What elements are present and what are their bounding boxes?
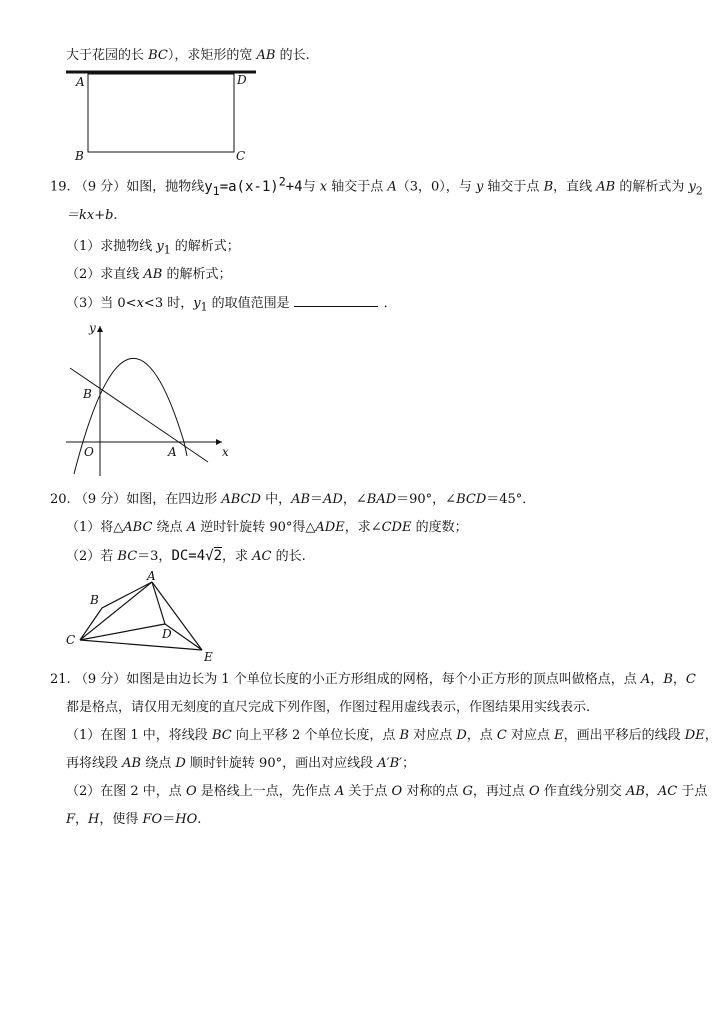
text: 关于点 — [344, 784, 392, 799]
var: BC — [148, 48, 168, 63]
text: （2）求直线 — [66, 267, 144, 282]
text: 顺时针旋转 90°，画出对应线段 — [185, 756, 378, 771]
text: ． — [383, 296, 397, 311]
text: 与 — [302, 179, 320, 195]
var: y — [475, 179, 484, 195]
q20-quadrilateral-figure — [62, 568, 232, 666]
text: ＝kx+b. — [66, 208, 118, 223]
text: 都是格点，请仅用无刻度的直尺完成下列作图，作图过程用虚线表示，作图结果用实线表示. — [66, 700, 591, 715]
var: ABCD — [221, 492, 261, 507]
text: （1）在图 1 中，将线段 — [66, 728, 212, 743]
text: （1）求抛物线 — [66, 239, 157, 254]
var: ABC — [123, 520, 153, 535]
var: AC — [657, 784, 678, 799]
var: H — [88, 812, 100, 827]
var: y — [156, 239, 164, 254]
text: （3，0），与 — [396, 179, 476, 195]
var: A — [387, 179, 397, 195]
text: 的取值范围是 — [207, 296, 290, 311]
q21-line1 — [50, 671, 696, 689]
label-y: y — [89, 321, 96, 335]
var: AB — [291, 492, 311, 507]
label-o: O — [84, 445, 94, 459]
f-y: y — [204, 178, 213, 195]
text: 的度数； — [411, 520, 468, 535]
text: ，求 — [222, 549, 253, 564]
rectangle — [88, 74, 234, 152]
dc-formula — [171, 547, 222, 564]
text: （9 分）如图，在四边形 — [74, 492, 222, 507]
var: A — [640, 672, 651, 687]
var: BAD — [366, 492, 397, 507]
text: ， — [650, 672, 664, 687]
text: 再将线段 — [66, 756, 123, 771]
q19-part2 — [66, 266, 232, 284]
var: F — [66, 812, 76, 827]
var: BCD — [456, 492, 487, 507]
var: D — [456, 728, 467, 743]
var: A′B′ — [377, 756, 403, 771]
text: 轴交于点 — [327, 179, 388, 195]
text: ＝3， — [137, 549, 172, 564]
text: ＝45°． — [486, 492, 536, 507]
text: ， — [672, 672, 686, 687]
text: ， — [75, 812, 89, 827]
label-a: A — [76, 75, 85, 89]
var: O — [529, 784, 540, 799]
var: G — [462, 784, 473, 799]
label-d: D — [162, 627, 172, 641]
radicand: 2 — [213, 548, 223, 564]
var: C — [496, 728, 507, 743]
label-a: A — [147, 569, 156, 583]
q20-stem — [50, 491, 535, 509]
label-b: B — [75, 149, 84, 163]
var: B — [399, 728, 410, 743]
q19-part3 — [66, 294, 397, 317]
text: （2）在图 2 中，点 — [66, 784, 186, 799]
text: ，画出平移后的线段 — [563, 728, 685, 743]
label-d: D — [237, 73, 247, 87]
label-c: C — [236, 149, 246, 163]
text: 对应点 — [506, 728, 555, 743]
var: CDE — [381, 520, 412, 535]
var: AD — [323, 492, 343, 507]
segment-ad — [152, 582, 165, 624]
f-sub: 1 — [212, 183, 220, 198]
q21-line6 — [66, 811, 201, 829]
var: HO — [175, 812, 198, 827]
question-number: 21. — [50, 672, 71, 687]
text: 绕点 — [141, 756, 176, 771]
var: B — [663, 672, 673, 687]
q19-stem-line1 — [50, 172, 703, 200]
text: 逆时针旋转 90°得△ — [196, 520, 316, 535]
var: DE — [684, 728, 705, 743]
text: ＝90°，∠ — [396, 492, 457, 507]
var: O — [391, 784, 403, 799]
var: C — [685, 672, 696, 687]
label-e: E — [204, 650, 213, 664]
text: 绕点 — [152, 520, 187, 535]
var: y — [688, 179, 696, 195]
q21-line4 — [66, 755, 415, 773]
text: 对称的点 — [402, 784, 463, 799]
answer-blank[interactable] — [294, 294, 378, 307]
f-a: =a(x-1) — [219, 178, 279, 195]
var: FO — [142, 812, 163, 827]
text: ， — [644, 784, 658, 799]
label-x: x — [222, 445, 229, 459]
text: 是格线上一点，先作点 — [196, 784, 335, 799]
text: 作直线分别交 — [539, 784, 626, 799]
sub: 1 — [200, 300, 208, 314]
text: ，求∠ — [344, 520, 382, 535]
text: ，∠ — [342, 492, 367, 507]
segment-ce — [80, 640, 202, 650]
var: E — [554, 728, 564, 743]
var: BC — [211, 728, 232, 743]
q21-line3 — [66, 727, 718, 745]
text: ），求矩形的宽 — [167, 48, 257, 63]
label-b: B — [90, 593, 99, 607]
text: ＝ — [162, 812, 176, 827]
var: A — [186, 520, 197, 535]
segment-ca — [80, 582, 152, 640]
text: 于点 — [677, 784, 708, 799]
var: AB — [625, 784, 645, 799]
text: 的长. — [271, 549, 306, 564]
text: 的解析式为 — [615, 179, 689, 195]
var: BC — [117, 549, 138, 564]
q21-line2 — [66, 699, 590, 717]
text: ，点 — [466, 728, 497, 743]
text: （2）若 — [66, 549, 118, 564]
var: AB — [596, 179, 616, 195]
sub: 1 — [163, 243, 171, 257]
var: y — [193, 296, 201, 311]
var: AC — [252, 549, 272, 564]
sqrt-sign: √ — [205, 548, 214, 564]
text: （3）当 0< — [66, 296, 137, 311]
text: （9 分）如图，抛物线 — [74, 179, 205, 195]
label-c: C — [66, 633, 76, 647]
sub: 2 — [695, 184, 703, 198]
q20-part2 — [66, 547, 306, 566]
segment-ae — [152, 582, 202, 650]
q19-parabola-figure — [62, 316, 242, 476]
text: ； — [402, 756, 416, 771]
q21-line5 — [66, 783, 707, 801]
var: AB — [122, 756, 142, 771]
segment-cd — [80, 624, 165, 640]
text: 的长. — [275, 48, 310, 63]
text: （9 分）如图是由边长为 1 个单位长度的小正方形组成的网格，每个小正方形的顶点叫做格点，点 — [74, 672, 641, 687]
var: A — [334, 784, 345, 799]
dc-value: DC=4 — [171, 548, 206, 564]
text: 大于花园的长 — [66, 48, 149, 63]
text: ＝ — [310, 492, 324, 507]
var: D — [175, 756, 186, 771]
q20-part1 — [66, 519, 468, 537]
var: x — [136, 296, 144, 311]
text: ，使得 — [99, 812, 143, 827]
text: 中， — [260, 492, 292, 507]
var: ADE — [315, 520, 345, 535]
text: ， — [704, 728, 718, 743]
question-number: 19. — [50, 179, 71, 195]
formula — [204, 174, 303, 198]
q19-stem-line2 — [66, 207, 118, 225]
var: AB — [256, 48, 276, 63]
text: 轴交于点 — [483, 179, 544, 195]
var: x — [319, 179, 328, 195]
text: ，再过点 — [472, 784, 530, 799]
var: B — [543, 179, 554, 195]
text: （1）将△ — [66, 520, 124, 535]
text: 向上平移 2 个单位长度，点 — [231, 728, 400, 743]
f-exp: 2 — [278, 174, 286, 188]
f-b: +4 — [285, 178, 303, 195]
label-b: B — [83, 387, 92, 401]
text: ，直线 — [553, 179, 597, 195]
question-number: 20. — [50, 492, 71, 507]
text: . — [197, 812, 202, 827]
text: 对应点 — [409, 728, 457, 743]
q19-part1 — [66, 238, 240, 260]
text: 的解析式； — [170, 239, 240, 254]
var: AB — [143, 267, 163, 282]
q18-rectangle-figure — [66, 68, 266, 164]
text: <3 时， — [143, 296, 194, 311]
label-a: A — [168, 445, 177, 459]
text: 的解析式； — [162, 267, 232, 282]
var: O — [185, 784, 197, 799]
q18-tail-line — [66, 47, 310, 65]
